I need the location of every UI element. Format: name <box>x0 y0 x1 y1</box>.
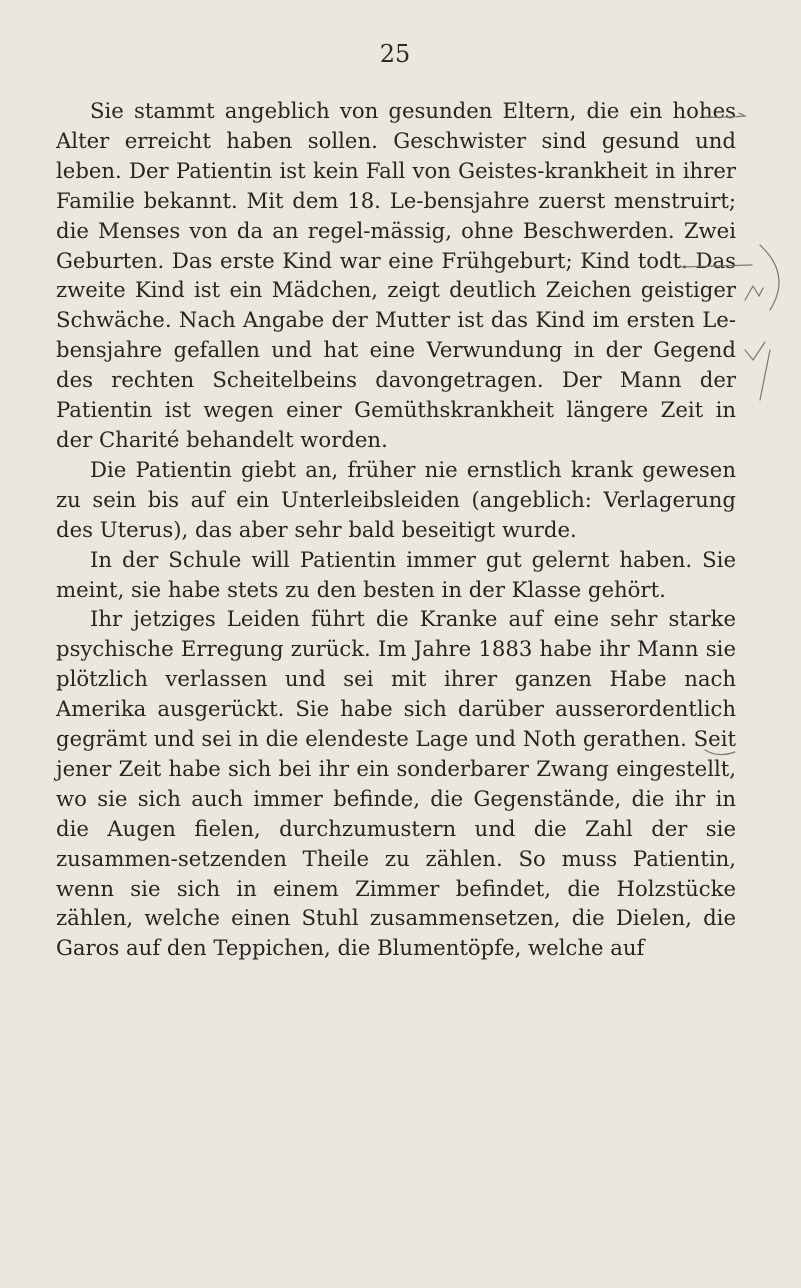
paragraph-family-history: Sie stammt angeblich von gesunden Eltern, die ein hohes Alter erreicht haben sollen. Geschwister sind gesund und leben. Der Patientin ist kein Fall von Geistes-krankheit in ihrer Familie bekannt. Mit dem 18. Le-bensjahre zuerst menstruirt; die Menses von da an regel-mässig, ohne Beschwerden. Zwei Geburten. Das erste Kind war eine Frühgeburt; Kind todt. Das zweite Kind ist ein Mädchen, zeigt deutlich Zeichen geistiger Schwäche. Nach Angabe der Mutter ist das Kind im ersten Le-bensjahre gefallen und hat eine Verwundung in der Gegend des rechten Scheitelbeins davongetragen. Der Mann der Patientin ist wegen einer Gemüthskrankheit längere Zeit in der Charité behandelt worden. <box>56 98 736 452</box>
margin-bracket-mark <box>760 245 779 310</box>
margin-stroke-mark <box>760 350 770 400</box>
paragraph-current-illness: Ihr jetziges Leiden führt die Kranke auf eine sehr starke psychische Erregung zurück. Im Jahre 1883 habe ihr Mann sie plötzlich verlassen und sei mit ihrer ganzen Habe nach Amerika ausgerückt. Sie habe sich darüber ausserordentlich gegrämt und sei in die elendeste Lage und Noth gerathen. Seit jener Zeit habe sich bei ihr ein sonderbarer Zwang eingestellt, wo sie sich auch immer befinde, die Gegenstände, die ihr in die Augen fielen, durchzumustern und die Zahl der sie zusammen-setzenden Theile zu zählen. So muss Patientin, wenn sie sich in einem Zimmer befindet, die Holzstücke zählen, welche einen Stuhl zusammensetzen, die Dielen, die Garos auf den Teppichen, die Blumentöpfe, welche auf <box>56 606 736 961</box>
page-number: 25 <box>379 40 411 68</box>
margin-check-mark <box>745 342 765 360</box>
paragraph-medical-history: Die Patientin giebt an, früher nie ernstlich krank gewesen zu sein bis auf ein Unterleibsleiden (angeblich: Verlagerung des Uterus), das aber sehr bald beseitigt wurde. <box>56 456 736 542</box>
body-text <box>56 96 736 963</box>
margin-scribble-mark <box>745 286 763 300</box>
paragraph-school: In der Schule will Patientin immer gut gelernt haben. Sie meint, sie habe stets zu den besten in der Klasse gehört. <box>56 546 736 602</box>
